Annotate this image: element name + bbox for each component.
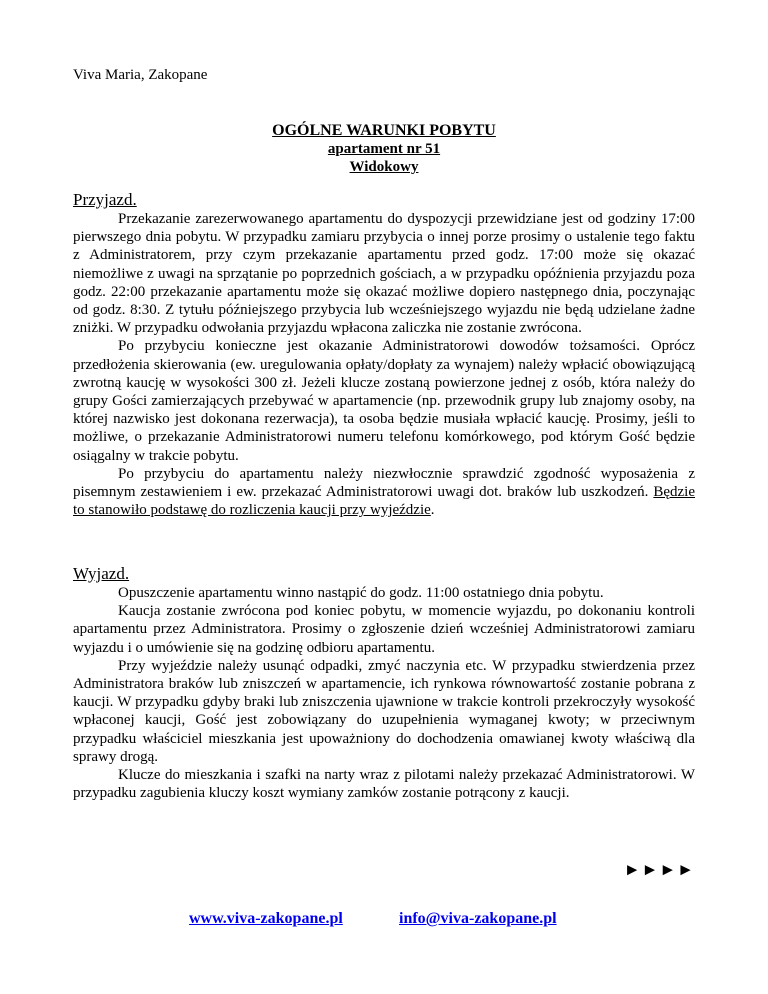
document-title: OGÓLNE WARUNKI POBYTU (272, 122, 496, 139)
website-link[interactable]: www.viva-zakopane.pl (189, 910, 343, 927)
departure-heading: Wyjazd. (73, 564, 130, 583)
departure-section (73, 564, 695, 802)
departure-paragraph-4: Klucze do mieszkania i szafki na narty wraz z pilotami należy przekazać Administratorowi. W przypadku zagubienia kluczy koszt wymiany zamków zostanie potrącony z kaucji. (73, 767, 695, 802)
arrival-paragraph-1: Przekazanie zarezerwowanego apartamentu do dyspozycji przewidziane jest od godziny 17:00 pierwszego dnia pobytu. W przypadku zamiaru przybycia o innej porze prosimy o ustalenie tego faktu z Administratorem, przy czym przekazanie apartamentu przed godz. 17:00 może się okazać niemożliwe z uwagi na sprzątanie po poprzednich gościach, a w przypadku opóźnienia przyjazdu poza godz. 22:00 przekazanie apartamentu może się okazać możliwe dopiero następnego dnia, poczynając od godz. 8:30. Z tytułu późniejszego przybycia lub wcześniejszego wyjazdu nie będą udzielane żadne zniżki. W przypadku odwołania przyjazdu wpłacona zaliczka nie zostanie zwrócona. (73, 211, 695, 337)
arrival-heading: Przyjazd. (73, 190, 137, 209)
departure-paragraph-1: Opuszczenie apartamentu winno nastąpić do godz. 11:00 ostatniego dnia pobytu. (118, 585, 604, 601)
email-link[interactable]: info@viva-zakopane.pl (399, 910, 557, 927)
arrival-paragraph-3-text: Po przybyciu do apartamentu należy niezwłocznie sprawdzić zgodność wyposażenia z pisemnym zestawieniem i ew. przekazać Administratorowi uwagi dot. braków lub uszkodzeń. (73, 465, 695, 501)
arrival-paragraph-2: Po przybyciu konieczne jest okazanie Administratorowi dowodów tożsamości. Oprócz przedłożenia skierowania (ew. uregulowania opłaty/dopłaty za wynajem) należy wpłacić obowiązującą zwrotną kaucję w wysokości 300 zł. Jeżeli klucze zostaną powierzone jednej z osób, która należy do grupy Gości zamierzających przebywać w apartamencie (np. przewodnik grupy lub znajomy osoby, na której nazwisko jest dokonana rezerwacja), ta osoba będzie musiała wpłacić kaucję. Prosimy, jeśli to możliwe, o przekazanie Administratorowi numeru telefonu komórkowego, pod którym Gość będzie osiągalny w trakcie pobytu. (73, 338, 695, 464)
arrival-paragraph-3 (73, 465, 695, 520)
arrival-section (73, 190, 695, 519)
departure-paragraph-3: Przy wyjeździe należy usunąć odpadki, zmyć naczynia etc. W przypadku stwierdzenia przez Administratora braków lub zniszczeń w apartamencie, ich rynkowa równowartość zostanie pobrana z kaucji. W przypadku gdyby braki lub zniszczenia ujawnione w trakcie kontroli przekroczyły wysokość wpłaconej kaucji, Gość jest zobowiązany do uzupełnienia wymaganej kwoty; w przeciwnym przypadku właściciel mieszkania jest upoważniony do dochodzenia omawianej kwoty właściwą dla sprawy drogą. (73, 657, 695, 765)
apartment-name: Widokowy (349, 159, 419, 175)
title-block (73, 122, 695, 176)
arrival-paragraph-3-end: . (430, 502, 435, 519)
departure-paragraph-2: Kaucja zostanie zwrócona pod koniec pobytu, w momencie wyjazdu, po dokonaniu kontroli apartamentu przez Administratora. Prosimy o zgłoszenie dzień wcześniej Administratorowi zamiaru wyjazdu i o umówienie się na godzinę odbioru apartamentu. (73, 603, 695, 656)
document-header: Viva Maria, Zakopane (73, 67, 208, 83)
continuation-arrows: ►►►► (623, 860, 695, 879)
deposit-settlement-note: Będzie to stanowiło podstawę do rozliczenia kaucji przy wyjeździe (73, 484, 695, 519)
apartment-number: apartament nr 51 (327, 141, 441, 157)
